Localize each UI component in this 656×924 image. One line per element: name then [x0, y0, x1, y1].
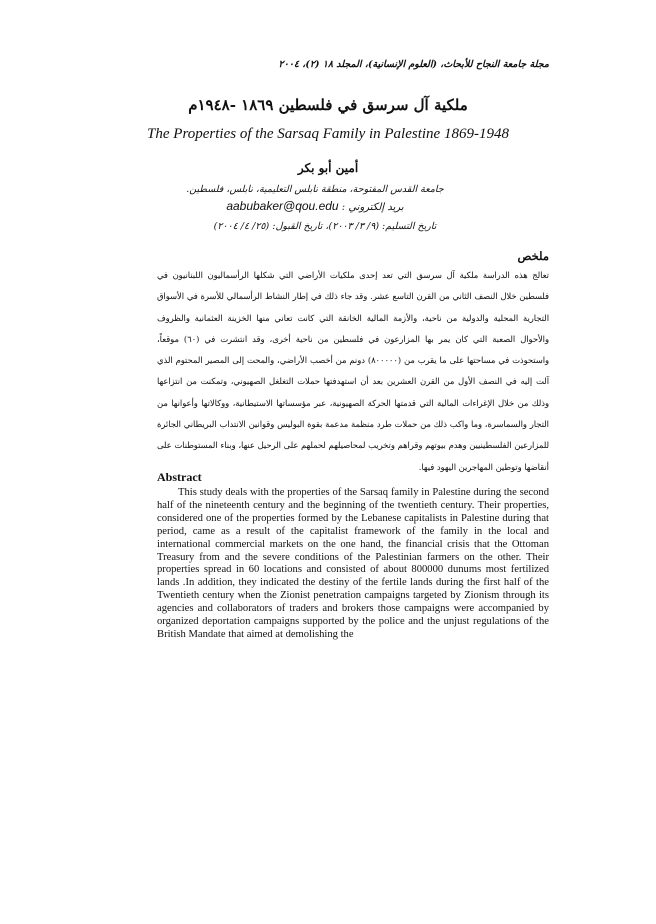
english-abstract-heading: Abstract [157, 470, 202, 484]
submission-dates: تاريخ التسليم: (٩/ ٣/ ٢٠٠٣)، تاريخ القبول: (٢٥/ ٤/ ٢٠٠٤) [213, 221, 437, 232]
arabic-abstract-body: تعالج هذه الدراسة ملكية آل سرسق التي تعد إحدى ملكيات الأراضي التي شكلها الرأسماليون اللبنانيون في فلسطين خلال النصف الثاني من القرن التاسع عشر. وقد جاء ذلك في إطار النشاط الرأسمالي للأسرة في الأسواق التجارية المحلية والدولية من ناحية، والأزمة المالية الخانقة التي كانت تعاني منها الخزينة العثمانية والظروف والأحوال الصعبة التي كان يمر بها المزارعون في فلسطين من ناحية أخرى، وقد انتشرت في (٦٠) موقعاً، واستحوذت في مساحتها على ما يقرب من (٨٠٠٠٠٠) دونم من أخصب الأراضي، والمحت إلى المصير المحتوم الذي آلت إليه في النصف الأول من القرن العشرين بعد أن استهدفتها حملات التغلغل الصهيوني، وتمكنت من انتزاعها وذلك من خلال الإغراءات المالية التي قدمتها الحركة الصهيونية، عبر مؤسساتها الاستيطانية، ووكالاتها وأعوانها من التجار والسماسرة، وما واكب ذلك من حملات طرد منظمة مدعمة بقوة البوليس وقوانين الانتداب البريطاني الجائرة للمزارعين الفلسطينيين وهدم بيوتهم وقراهم وتخريب لمحاصيلهم لحملهم على الرحيل عنها، وبناء المستوطنات على أنقاضها وتوطين المهاجرين اليهود فيها. [157, 270, 550, 472]
author-affiliation: جامعة القدس المفتوحة، منطقة نابلس التعليمية، نابلس، فلسطين. [186, 184, 444, 195]
email-label: بريد إلكتروني : [341, 202, 404, 213]
english-title: The Properties of the Sarsaq Family in Palestine 1869-1948 [147, 126, 509, 142]
arabic-abstract-heading: ملخص [517, 249, 549, 263]
author-name: أمين أبو بكر [297, 161, 359, 175]
email-address[interactable]: aabubaker@qou.edu [226, 199, 339, 213]
arabic-title: ملكية آل سرسق في فلسطين ١٨٦٩ -١٩٤٨م [188, 96, 468, 114]
english-abstract-body: This study deals with the properties of the Sarsaq family in Palestine during the second half of the nineteenth century and the beginning of the twentieth century. Their properties, considered one of the properties formed by the Lebanese capitalists in Palestine during that period, came as a result of the capitalist framework of the family in the local and international commercial markets on the one hand, the financial crisis that the Ottoman Treasury from and the severe conditions of the Palestinian farmers on the other. Their properties spread in 60 locations and consisted of about 800000 dunums most fertilized lands .In addition, they indicated the destiny of the fertile lands during the first half of the Twentieth century when the Zionist penetration campaigns targeted by Zionism through its agencies and collaborators of traders and brokers those campaigns were accompanied by organized deportation campaigns supported by the police and the unjust regulations of the British Mandate that aimed at demolishing the [157, 487, 549, 640]
journal-header: مجلة جامعة النجاح للأبحاث، (العلوم الإنسانية)، المجلد ١٨ (٢)، ٢٠٠٤ [278, 59, 549, 70]
email-line [180, 198, 450, 216]
